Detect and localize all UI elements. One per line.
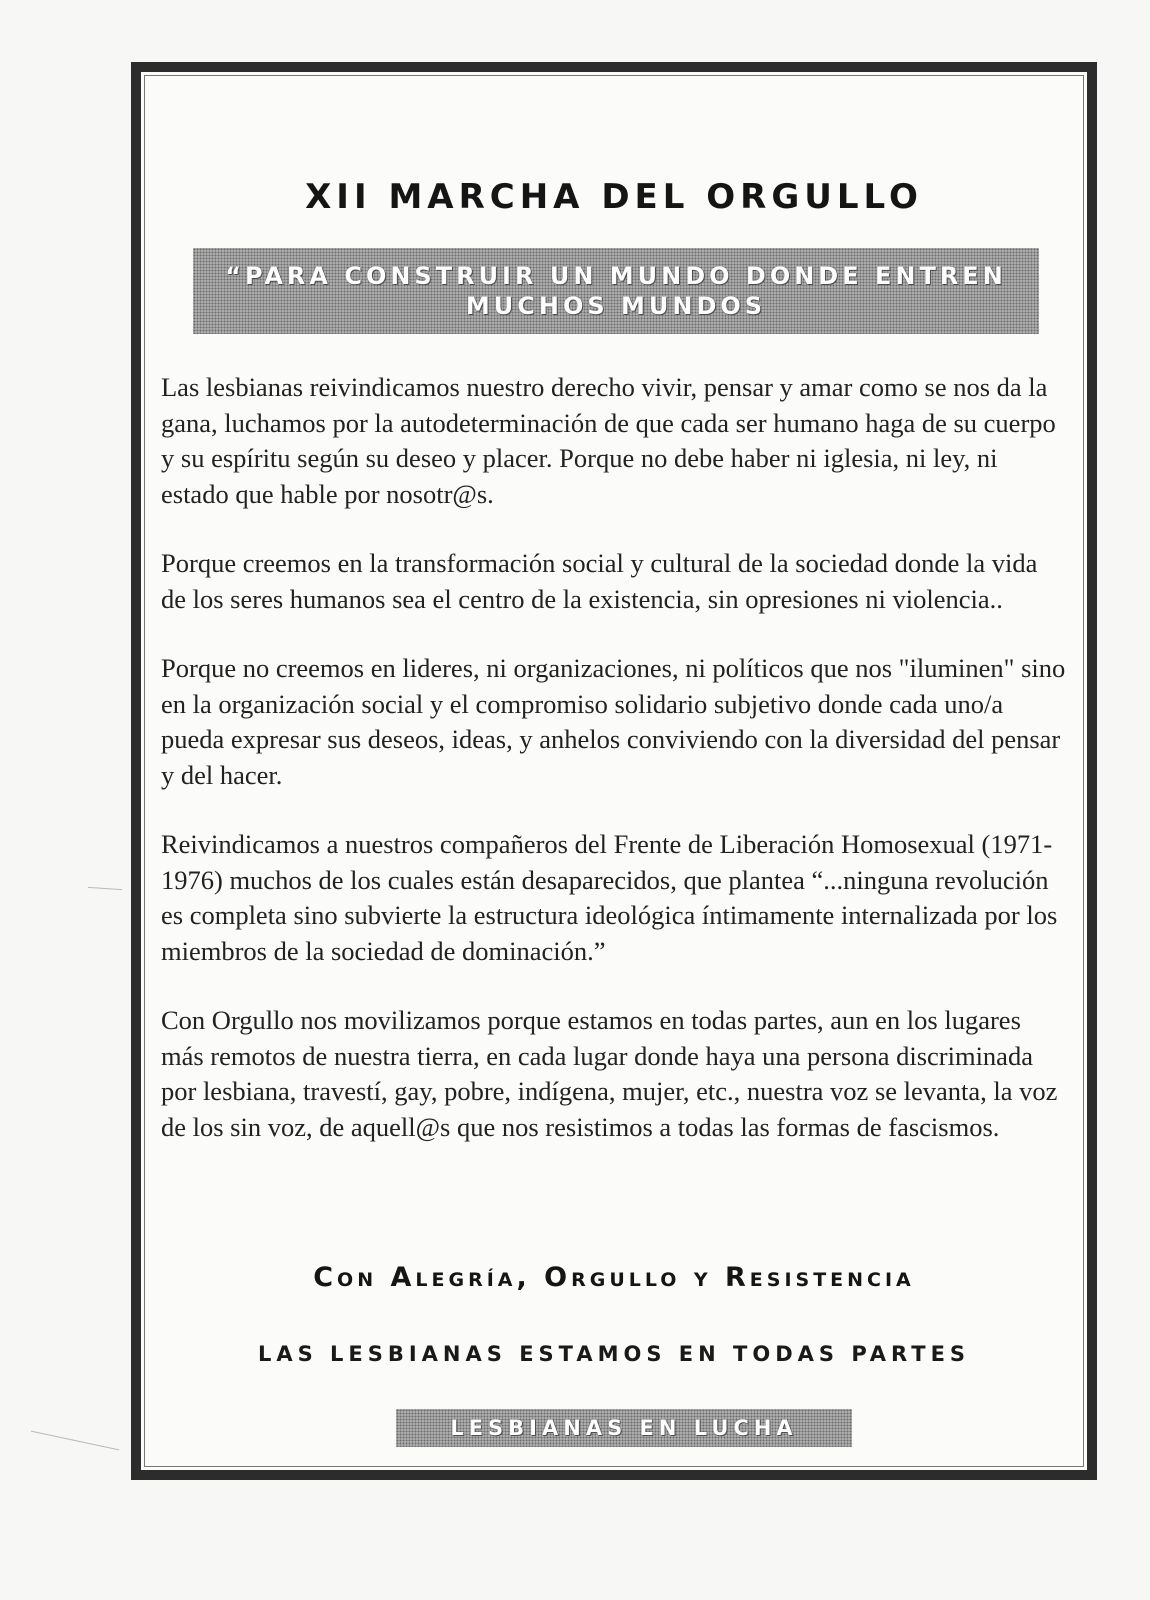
paragraph-2: Porque creemos en la transformación social y cultural de la sociedad donde la vida de los seres humanos sea el centro de la existencia, sin opresiones ni violencia.. [161, 548, 1038, 614]
closing-line: Con Alegría, Orgullo y Resistencia [313, 1262, 915, 1293]
paper-crease [31, 1431, 119, 1451]
paragraph-4: Reivindicamos a nuestros compañeros del Frente de Liberación Homosexual (1971-1976) muchos de los cuales están desaparecidos, que plantea “...ninguna revolución es completa sino subvierte la estructura ideológica íntimamente internalizada por los miembros de la sociedad de dominación.” [161, 829, 1058, 966]
paragraph-5: Con Orgullo nos movilizamos porque estamos en todas partes, aun en los lugares más remotos de nuestra tierra, en cada lugar donde haya una persona discriminada por lesbiana, travestí, gay, pobre, indígena, mujer, etc., nuestra voz se levanta, la voz de los sin voz, de aquell@s que nos resistimos a todas las formas de fascismos. [161, 1005, 1058, 1142]
motto-banner-text: “PARA CONSTRUIR UN MUNDO DONDE ENTREN MUCHOS MUNDOS [225, 262, 1007, 320]
flyer-frame [131, 62, 1097, 1480]
paper-crease [88, 887, 122, 890]
signature-text: LESBIANAS EN LUCHA [450, 1416, 798, 1440]
signature-banner [396, 1409, 852, 1447]
manifesto-body [161, 370, 1069, 1179]
flyer-title: XII MARCHA DEL ORGULLO [305, 177, 923, 217]
slogan: LAS LESBIANAS ESTAMOS EN TODAS PARTES [257, 1342, 971, 1366]
motto-banner [193, 248, 1039, 334]
paragraph-3: Porque no creemos en lideres, ni organizaciones, ni políticos que nos "iluminen" sino en la organización social y el compromiso solidario subjetivo donde cada uno/a pueda expresar sus deseos, ideas, y anhelos conviviendo con la diversidad del pensar y del hacer. [161, 653, 1066, 790]
paragraph-1: Las lesbianas reivindicamos nuestro derecho vivir, pensar y amar como se nos da la gana, luchamos por la autodeterminación de que cada ser humano haga de su cuerpo y su espíritu según su deseo y placer. Porque no debe haber ni iglesia, ni ley, ni estado que hable por nosotr@s. [161, 372, 1056, 509]
